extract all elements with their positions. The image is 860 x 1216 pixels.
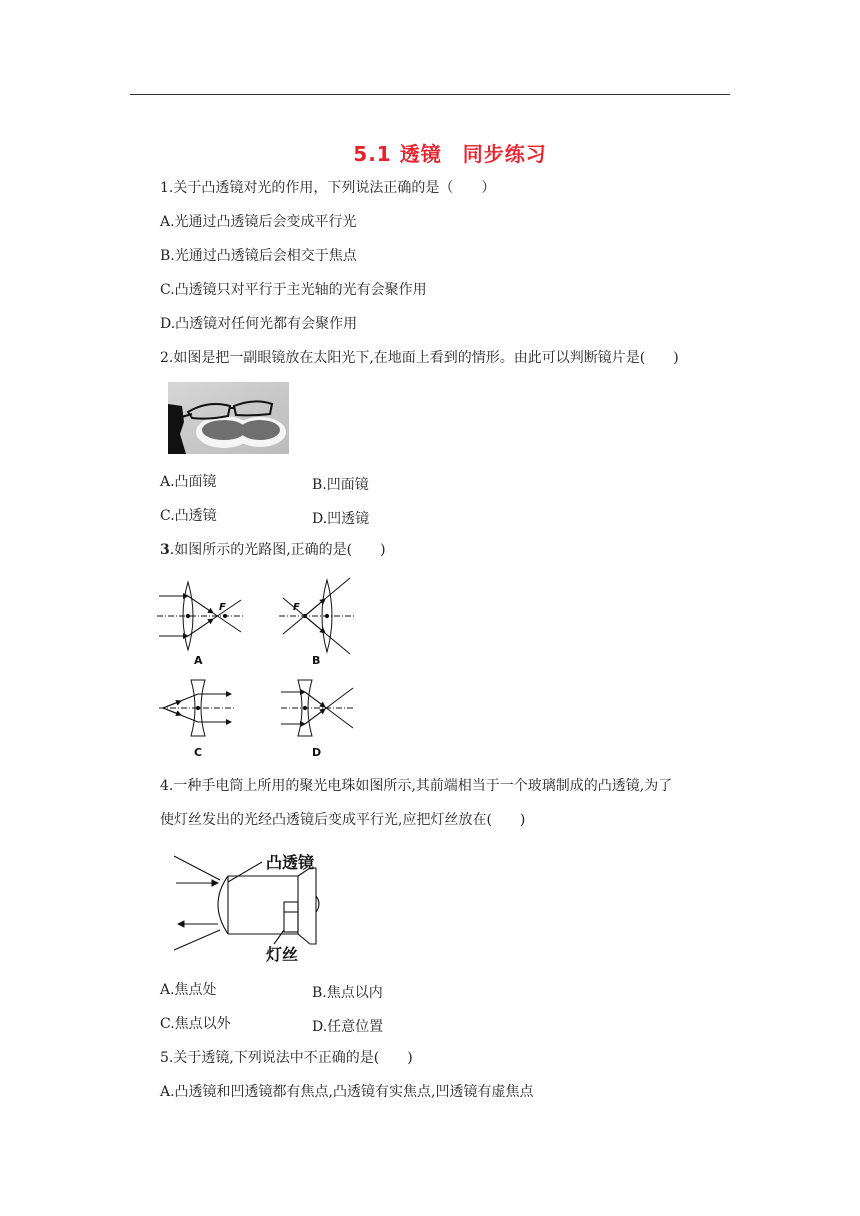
q1-option-c: C.凸透镜只对平行于主光轴的光有会聚作用 bbox=[160, 282, 427, 298]
q2-option-b: B.凹面镜 bbox=[312, 477, 369, 493]
ray-diagrams bbox=[155, 572, 365, 762]
diagram-a-focus: F bbox=[219, 602, 226, 613]
header-rule bbox=[130, 94, 730, 95]
q1-option-a: A.光通过凸透镜后会变成平行光 bbox=[160, 214, 357, 230]
q1-option-b: B.光通过凸透镜后会相交于焦点 bbox=[160, 248, 357, 264]
diagram-c bbox=[159, 680, 235, 736]
q2-option-a: A.凸面镜 bbox=[160, 474, 217, 490]
diagram-b bbox=[279, 578, 355, 654]
page-title: 5.1 透镜 同步练习 bbox=[353, 142, 547, 166]
q4-option-d: D.任意位置 bbox=[312, 1019, 384, 1035]
q1-option-d: D.凸透镜对任何光都有会聚作用 bbox=[160, 316, 358, 332]
q3-number: 3 bbox=[160, 542, 170, 558]
q2-option-c: C.凸透镜 bbox=[160, 508, 217, 524]
fig-lens-label: 凸透镜 bbox=[266, 853, 315, 872]
q3-stem-text: .如图所示的光路图,正确的是( ) bbox=[169, 542, 386, 558]
diagram-c-label: C bbox=[194, 746, 203, 759]
diagram-a-label: A bbox=[194, 654, 203, 667]
q2-option-d: D.凹透镜 bbox=[312, 511, 370, 527]
diagram-a bbox=[157, 582, 245, 650]
q4-stem-line1: 4.一种手电筒上所用的聚光电珠如图所示,其前端相当于一个玻璃制成的凸透镜,为了 bbox=[160, 778, 673, 794]
diagram-b-label: B bbox=[312, 654, 321, 667]
q1-stem: 1.关于凸透镜对光的作用，下列说法正确的是（ ） bbox=[160, 180, 496, 196]
q5-option-a: A.凸透镜和凹透镜都有焦点,凸透镜有实焦点,凹透镜有虚焦点 bbox=[160, 1084, 534, 1100]
diagram-d-label: D bbox=[312, 746, 322, 759]
q4-option-a: A.焦点处 bbox=[160, 982, 217, 998]
diagram-d bbox=[281, 680, 355, 736]
diagram-b-focus: F bbox=[293, 602, 300, 613]
q3-stem bbox=[160, 542, 386, 558]
q2-stem: 2.如图是把一副眼镜放在太阳光下,在地面上看到的情形。由此可以判断镜片是( ) bbox=[160, 350, 679, 366]
fig-filament-label: 灯丝 bbox=[266, 945, 299, 964]
q4-option-b: B.焦点以内 bbox=[312, 985, 383, 1001]
glasses-shadow-photo bbox=[168, 382, 289, 454]
q5-stem: 5.关于透镜,下列说法中不正确的是( ) bbox=[160, 1050, 413, 1066]
q4-stem-line2: 使灯丝发出的光经凸透镜后变成平行光,应把灯丝放在( ) bbox=[160, 812, 526, 828]
flashlight-bulb-diagram bbox=[170, 846, 340, 964]
q4-option-c: C.焦点以外 bbox=[160, 1016, 231, 1032]
